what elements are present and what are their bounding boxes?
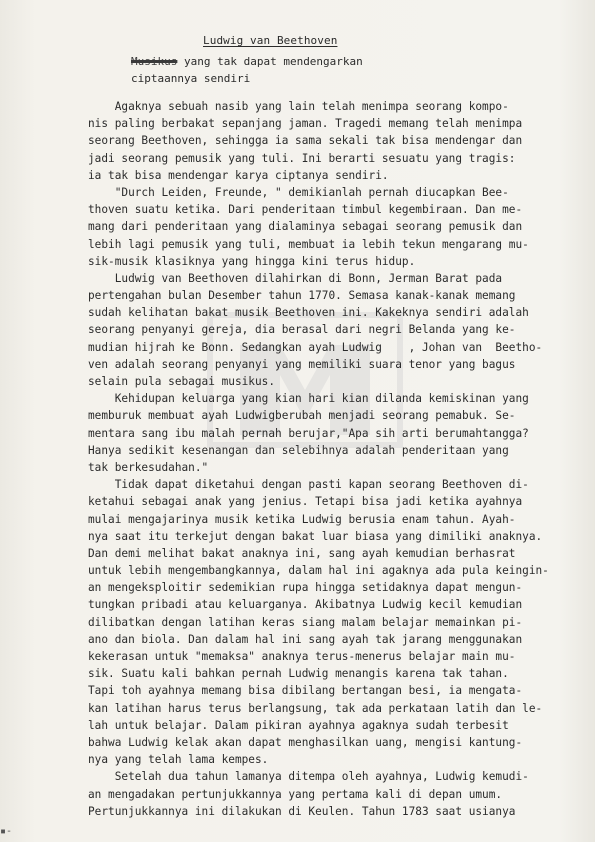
- text-line: Setelah dua tahun lamanya ditempa oleh ayahnya, Ludwig kemudi-: [88, 770, 529, 784]
- text-line: nya saat itu terkejut dengan bakat luar biasa yang dimiliki anaknya.: [88, 529, 543, 543]
- text-line: ketahui sebagai anak yang jenius. Tetapi bisa jadi ketika ayahnya: [88, 495, 523, 509]
- text-line: dilibatkan dengan latihan keras siang malam belajar memainkan pi-: [88, 615, 523, 629]
- text-line: mentara sang ibu malah pernah berujar,"Apa sih arti berumahtangga?: [88, 426, 529, 440]
- text-line: Hanya sedikit kesenangan dan selebihnya adalah penderitaan yang: [88, 443, 509, 457]
- text-line: sik-musik klasiknya yang hingga kini terus hidup.: [88, 254, 416, 268]
- text-line: thoven suatu ketika. Dari penderitaan timbul kegembiraan. Dan me-: [88, 203, 523, 217]
- text-line: untuk lebih mengembangkannya, dalam hal ini agaknya ada pula keingin-: [88, 564, 549, 578]
- text-line: Tapi toh ayahnya memang bisa dibilang bertangan besi, ia mengata-: [88, 684, 523, 698]
- text-line: an mengadakan pertunjukkannya yang pertama kali di depan umum.: [88, 787, 503, 801]
- text-line: seorang Beethoven, sehingga ia sama sekali tak bisa mendengar dan: [88, 134, 523, 148]
- text-line: jadi seorang pemusik yang tuli. Ini berarti sesuatu yang tragis:: [88, 151, 516, 165]
- text-line: tungkan pribadi atau keluarganya. Akibatnya Ludwig kecil kemudian: [88, 598, 523, 612]
- text-line: mulai mengajarinya musik ketika Ludwig berusia enam tahun. Ayah-: [88, 512, 516, 526]
- text-line: bahwa Ludwig kelak akan dapat menghasilkan uang, mengisi kantung-: [88, 735, 523, 749]
- subtitle-line-2: ciptaannya sendiri: [131, 72, 251, 85]
- text-line: mudian hijrah ke Bonn. Sedangkan ayah Ludwig , Johan van Beetho-: [88, 340, 543, 354]
- text-line: ano dan biola. Dan dalam hal ini sang ayah tak jarang menggunakan: [88, 632, 523, 646]
- text-line: "Durch Leiden, Freunde, " demikianlah pernah diucapkan Bee-: [88, 185, 509, 199]
- text-line: lah untuk belajar. Dalam pikiran ayahnya agaknya sudah terbesit: [88, 718, 509, 732]
- text-line: Pertunjukkannya ini dilakukan di Keulen. Tahun 1783 saat usianya: [88, 804, 516, 818]
- text-line: ven adalah seorang penyanyi yang memiliki suara tenor yang bagus: [88, 357, 516, 371]
- text-line: Kehidupan keluarga yang kian hari kian dilanda kemiskinan yang: [88, 392, 529, 406]
- document-title: Ludwig van Beethoven: [203, 34, 338, 47]
- text-line: selain pula sebagai musikus.: [88, 375, 276, 388]
- text-line: nis paling berbakat sepanjang jaman. Tragedi memang telah menimpa: [88, 117, 523, 131]
- text-line: an mengeksploitir sedemikian rupa hingga setidaknya dapat mengun-: [88, 581, 523, 595]
- struck-word: Musikus: [131, 55, 178, 68]
- text-line: Ludwig van Beethoven dilahirkan di Bonn, Jerman Barat pada: [88, 271, 503, 285]
- text-line: Dan demi melihat bakat anaknya ini, sang ayah kemudian berhasrat: [88, 546, 516, 560]
- text-line: Agaknya sebuah nasib yang lain telah menimpa seorang kompo-: [88, 100, 509, 113]
- text-line: mang dari penderitaan yang dialaminya sebagai seorang pemusik dan: [88, 220, 523, 234]
- margin-mark: ▪-: [0, 826, 13, 837]
- subtitle-text: yang tak dapat mendengarkan: [177, 55, 363, 68]
- text-line: memburuk membuat ayah Ludwigberubah menjadi seorang pemabuk. Se-: [88, 409, 516, 423]
- text-line: sudah kelihatan bakat musik Beethoven ini. Kakeknya sendiri adalah: [88, 306, 529, 320]
- text-line: tak berkesudahan.": [88, 460, 209, 474]
- document-body: [88, 98, 588, 820]
- text-line: lebih lagi pemusik yang tuli, membuat ia lebih tekun mengarang mu-: [88, 237, 529, 251]
- text-line: sik. Suatu kali bahkan pernah Ludwig menangis karena tak tahan.: [88, 667, 509, 681]
- document-subtitle: [131, 53, 363, 87]
- text-line: Tidak dapat diketahui dengan pasti kapan seorang Beethoven di-: [88, 478, 529, 492]
- text-line: ia tak bisa mendengar karya ciptanya sendiri.: [88, 168, 389, 182]
- text-line: pertengahan bulan Desember tahun 1770. Semasa kanak-kanak memang: [88, 289, 516, 303]
- text-line: kan latihan harus terus berlangsung, tak ada perkataan latih dan le-: [88, 701, 543, 715]
- text-line: nya yang telah lama kempes.: [88, 753, 269, 767]
- text-line: kekerasan untuk "memaksa" anaknya terus-menerus belajar main mu-: [88, 650, 516, 663]
- text-line: seorang penyanyi gereja, dia berasal dari negri Belanda yang ke-: [88, 323, 516, 337]
